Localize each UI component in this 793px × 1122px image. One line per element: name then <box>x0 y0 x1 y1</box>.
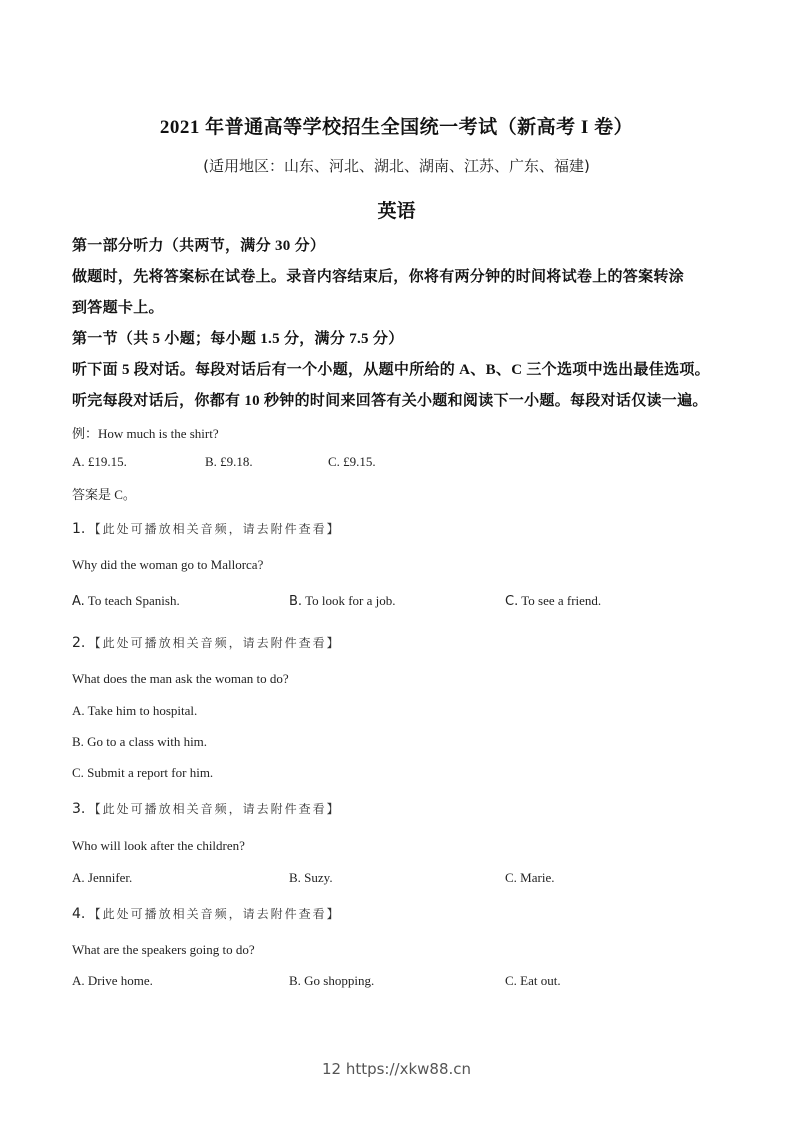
example-question: 例：How much is the shirt? <box>72 426 219 441</box>
question-1-audio-placeholder[interactable] <box>72 520 341 537</box>
exam-title: 2021 年普通高等学校招生全国统一考试（新高考 I 卷） <box>159 117 634 138</box>
part1-instructions-line1: 做题时，先将答案标在试卷上。录音内容结束后，你将有两分钟的时间将试卷上的答案转涂 <box>72 269 685 285</box>
example-option-c: C. £9.15. <box>328 454 376 469</box>
audio-note: 【此处可播放相关音频，请去附件查看】 <box>88 802 341 816</box>
question-4-option-c[interactable]: C. Eat out. <box>505 973 561 988</box>
example-option-a: A. £19.15. <box>72 454 127 469</box>
question-3-audio-placeholder[interactable] <box>72 800 341 817</box>
question-2-number: 2. <box>72 635 86 651</box>
example-answer: 答案是 C。 <box>72 487 136 502</box>
example-option-b: B. £9.18. <box>205 454 253 469</box>
section1-instructions-line1: 听下面 5 段对话。每段对话后有一个小题，从题中所给的 A、B、C 三个选项中选出最佳选项。 <box>72 362 710 378</box>
question-3-option-b[interactable]: B. Suzy. <box>289 870 333 885</box>
audio-note: 【此处可播放相关音频，请去附件查看】 <box>88 636 341 650</box>
part1-heading: 第一部分听力（共两节，满分 30 分） <box>72 238 326 254</box>
part1-instructions-line2: 到答题卡上。 <box>72 300 164 316</box>
question-1-text: Why did the woman go to Mallorca? <box>72 557 264 572</box>
question-4-option-a[interactable]: A. Drive home. <box>72 973 153 988</box>
question-4-option-b[interactable]: B. Go shopping. <box>289 973 375 988</box>
subject-heading: 英语 <box>377 201 416 222</box>
question-1-option-a[interactable]: A. To teach Spanish. <box>72 593 180 609</box>
question-3-option-c[interactable]: C. Marie. <box>505 870 555 885</box>
page-footer <box>0 1060 793 1078</box>
question-3-option-a[interactable]: A. Jennifer. <box>72 870 133 885</box>
question-4-audio-placeholder[interactable] <box>72 905 341 922</box>
question-2-option-a[interactable]: A. Take him to hospital. <box>72 703 198 718</box>
section1-instructions-line2: 听完每段对话后，你都有 10 秒钟的时间来回答有关小题和阅读下一小题。每段对话仅读一遍。 <box>72 393 708 409</box>
question-3-number: 3. <box>72 801 86 817</box>
question-2-option-b[interactable]: B. Go to a class with him. <box>72 734 208 749</box>
audio-note: 【此处可播放相关音频，请去附件查看】 <box>88 907 341 921</box>
question-4-text: What are the speakers going to do? <box>72 942 255 957</box>
question-4-number: 4. <box>72 906 86 922</box>
footer-url[interactable]: https://xkw88.cn <box>345 1060 472 1078</box>
question-1-option-c[interactable]: C. To see a friend. <box>505 593 602 609</box>
question-1-option-b[interactable]: B. To look for a job. <box>289 593 396 609</box>
audio-note: 【此处可播放相关音频，请去附件查看】 <box>88 522 341 536</box>
question-3-text: Who will look after the children? <box>72 838 245 853</box>
question-2-text: What does the man ask the woman to do? <box>72 671 289 686</box>
exam-subtitle: (适用地区：山东、河北、湖北、湖南、江苏、广东、福建) <box>203 157 590 175</box>
question-2-option-c[interactable]: C. Submit a report for him. <box>72 765 214 780</box>
question-1-number: 1. <box>72 521 86 537</box>
page-number: 12 <box>321 1060 342 1078</box>
question-2-audio-placeholder[interactable] <box>72 634 341 651</box>
section1-heading: 第一节（共 5 小题；每小题 1.5 分，满分 7.5 分） <box>72 331 404 347</box>
